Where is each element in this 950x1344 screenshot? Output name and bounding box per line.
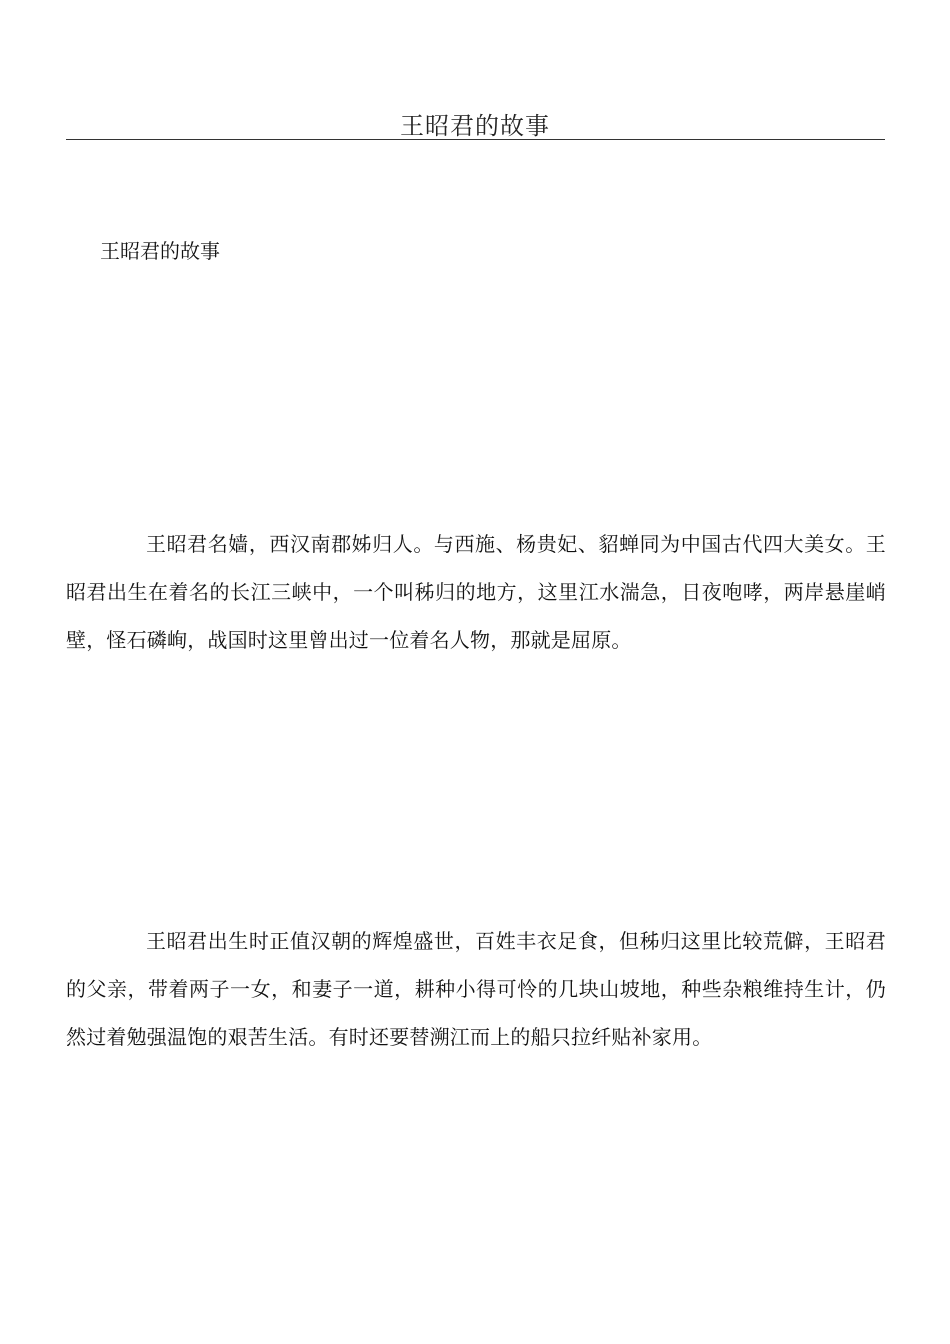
header-divider	[66, 139, 885, 140]
paragraph-1: 王昭君名嫱，西汉南郡姊归人。与西施、杨贵妃、貂蝉同为中国古代四大美女。王昭君出生在着名的长江三峡中，一个叫秭归的地方，这里江水湍急，日夜咆哮，两岸悬崖峭壁，怪石磷峋，战国时这里曾出过一位着名人物，那就是屈原。	[66, 532, 886, 652]
document-subtitle: 王昭君的故事	[100, 239, 220, 263]
page-header-title: 王昭君的故事	[400, 112, 550, 140]
paragraph-2: 王昭君出生时正值汉朝的辉煌盛世，百姓丰衣足食，但秭归这里比较荒僻，王昭君的父亲，带着两子一女，和妻子一道，耕种小得可怜的几块山坡地，种些杂粮维持生计，仍然过着勉强温饱的艰苦生活。有时还要替溯江而上的船只拉纤贴补家用。	[66, 929, 886, 1049]
